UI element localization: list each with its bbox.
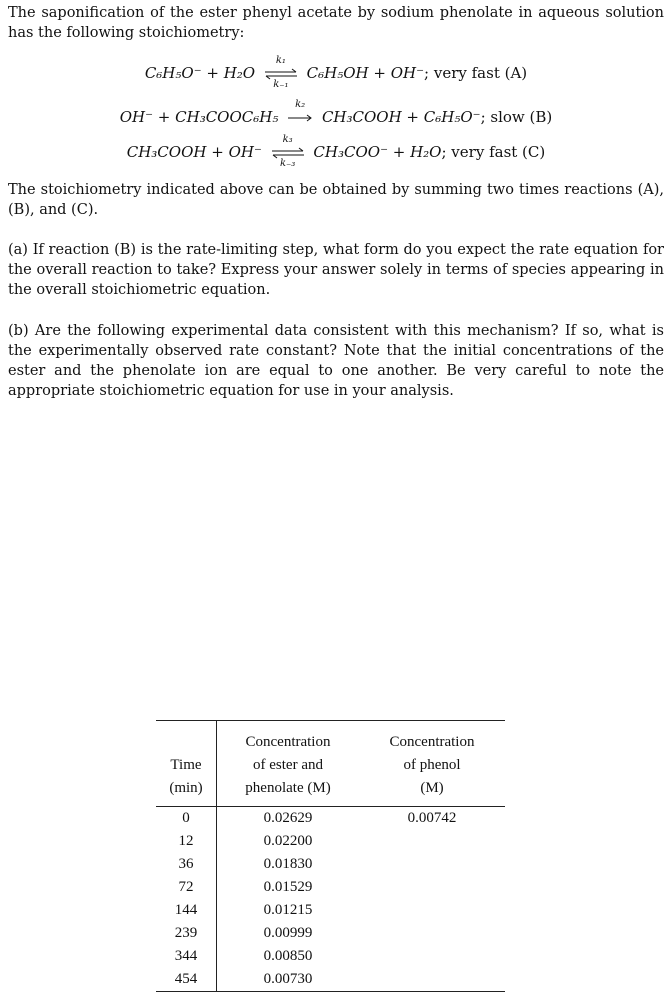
cell-phenol	[359, 899, 505, 922]
header-ester-line: of ester and	[253, 757, 323, 773]
reaction-b-speed: ; slow (B)	[480, 108, 553, 126]
concentration-table	[156, 720, 505, 992]
intro-paragraph	[8, 3, 664, 43]
table-row	[156, 876, 505, 899]
forward-arrow-icon	[286, 99, 314, 125]
table-row	[156, 807, 505, 831]
header-time	[156, 721, 217, 807]
rate-constant-forward: k₁	[275, 55, 286, 66]
reaction-b-lhs: OH⁻ + CH₃COOC₆H₅	[119, 108, 279, 126]
cell-time: 144	[156, 899, 217, 922]
header-phenol-line: of phenol	[403, 757, 461, 773]
reaction-a-speed: ; very fast (A)	[424, 64, 528, 82]
part-b-paragraph	[8, 321, 664, 401]
reaction-a-rhs: C₆H₅OH + OH⁻	[306, 64, 425, 82]
part-a-text: (a) If reaction (B) is the rate-limiting step, what form do you expect the rate equation for the overall reaction to take? Express your answer solely in terms of species appearing in the overall stoichiometric equation.	[8, 242, 664, 298]
cell-ester: 0.02200	[263, 833, 313, 849]
reaction-c-rhs: CH₃COO⁻ + H₂O	[313, 143, 442, 161]
table-row	[156, 830, 505, 853]
header-phenol-line: (M)	[420, 780, 444, 796]
part-a-paragraph	[8, 240, 664, 300]
cell-phenol: 0.00742	[407, 810, 457, 826]
reaction-a	[0, 55, 672, 90]
reaction-c-speed: ; very fast (C)	[441, 143, 546, 161]
rate-constant-forward: k₃	[282, 134, 293, 145]
header-time-line: Time	[170, 757, 202, 773]
header-ester	[217, 721, 360, 807]
cell-phenol	[359, 922, 505, 945]
cell-time: 12	[156, 830, 217, 853]
cell-time: 72	[156, 876, 217, 899]
cell-phenol	[359, 945, 505, 968]
reaction-b	[0, 99, 672, 126]
rate-constant-reverse: k₋₃	[279, 158, 296, 169]
reaction-b-rhs: CH₃COOH + C₆H₅O⁻	[321, 108, 481, 126]
reaction-c-lhs: CH₃COOH + OH⁻	[126, 143, 262, 161]
cell-time: 0	[156, 807, 217, 831]
cell-phenol	[359, 830, 505, 853]
cell-time: 239	[156, 922, 217, 945]
cell-ester: 0.01215	[263, 902, 313, 918]
header-ester-line: phenolate (M)	[245, 780, 331, 796]
table-row	[156, 968, 505, 992]
cell-ester: 0.02629	[263, 810, 313, 826]
cell-ester: 0.00730	[263, 971, 313, 987]
cell-time: 36	[156, 853, 217, 876]
summary-text: The stoichiometry indicated above can be obtained by summing two times reactions (A), (B), and (C).	[8, 182, 664, 218]
cell-phenol	[359, 853, 505, 876]
rate-constant-reverse: k₋₁	[273, 79, 289, 90]
header-ester-line: Concentration	[245, 734, 331, 750]
table-row	[156, 853, 505, 876]
cell-ester: 0.01529	[263, 879, 313, 895]
equilibrium-arrow-icon	[263, 55, 299, 90]
header-phenol	[359, 721, 505, 807]
cell-phenol	[359, 968, 505, 992]
intro-text: The saponification of the ester phenyl acetate by sodium phenolate in aqueous solution has the following stoichiometry:	[8, 5, 664, 41]
cell-ester: 0.00850	[263, 948, 313, 964]
header-phenol-line: Concentration	[389, 734, 475, 750]
table-row	[156, 922, 505, 945]
table-row	[156, 945, 505, 968]
cell-time: 344	[156, 945, 217, 968]
cell-ester: 0.01830	[263, 856, 313, 872]
header-time-line: (min)	[169, 780, 203, 796]
summary-paragraph	[8, 180, 664, 220]
cell-time: 454	[156, 968, 217, 992]
cell-phenol	[359, 876, 505, 899]
table-row	[156, 899, 505, 922]
part-b-text: (b) Are the following experimental data consistent with this mechanism? If so, what is the experimentally observed rate constant? Note that the initial concentrations of the ester and the phenolate ion are equal to one another. Be very careful to note the appropriate stoichiometric equation for use in your analysis.	[8, 323, 664, 399]
rate-constant-forward: k₂	[295, 99, 306, 110]
cell-ester: 0.00999	[263, 925, 313, 941]
reaction-a-lhs: C₆H₅O⁻ + H₂O	[144, 64, 256, 82]
equilibrium-arrow-icon	[270, 134, 306, 169]
table-header-row	[156, 721, 505, 807]
reaction-c	[0, 134, 672, 169]
